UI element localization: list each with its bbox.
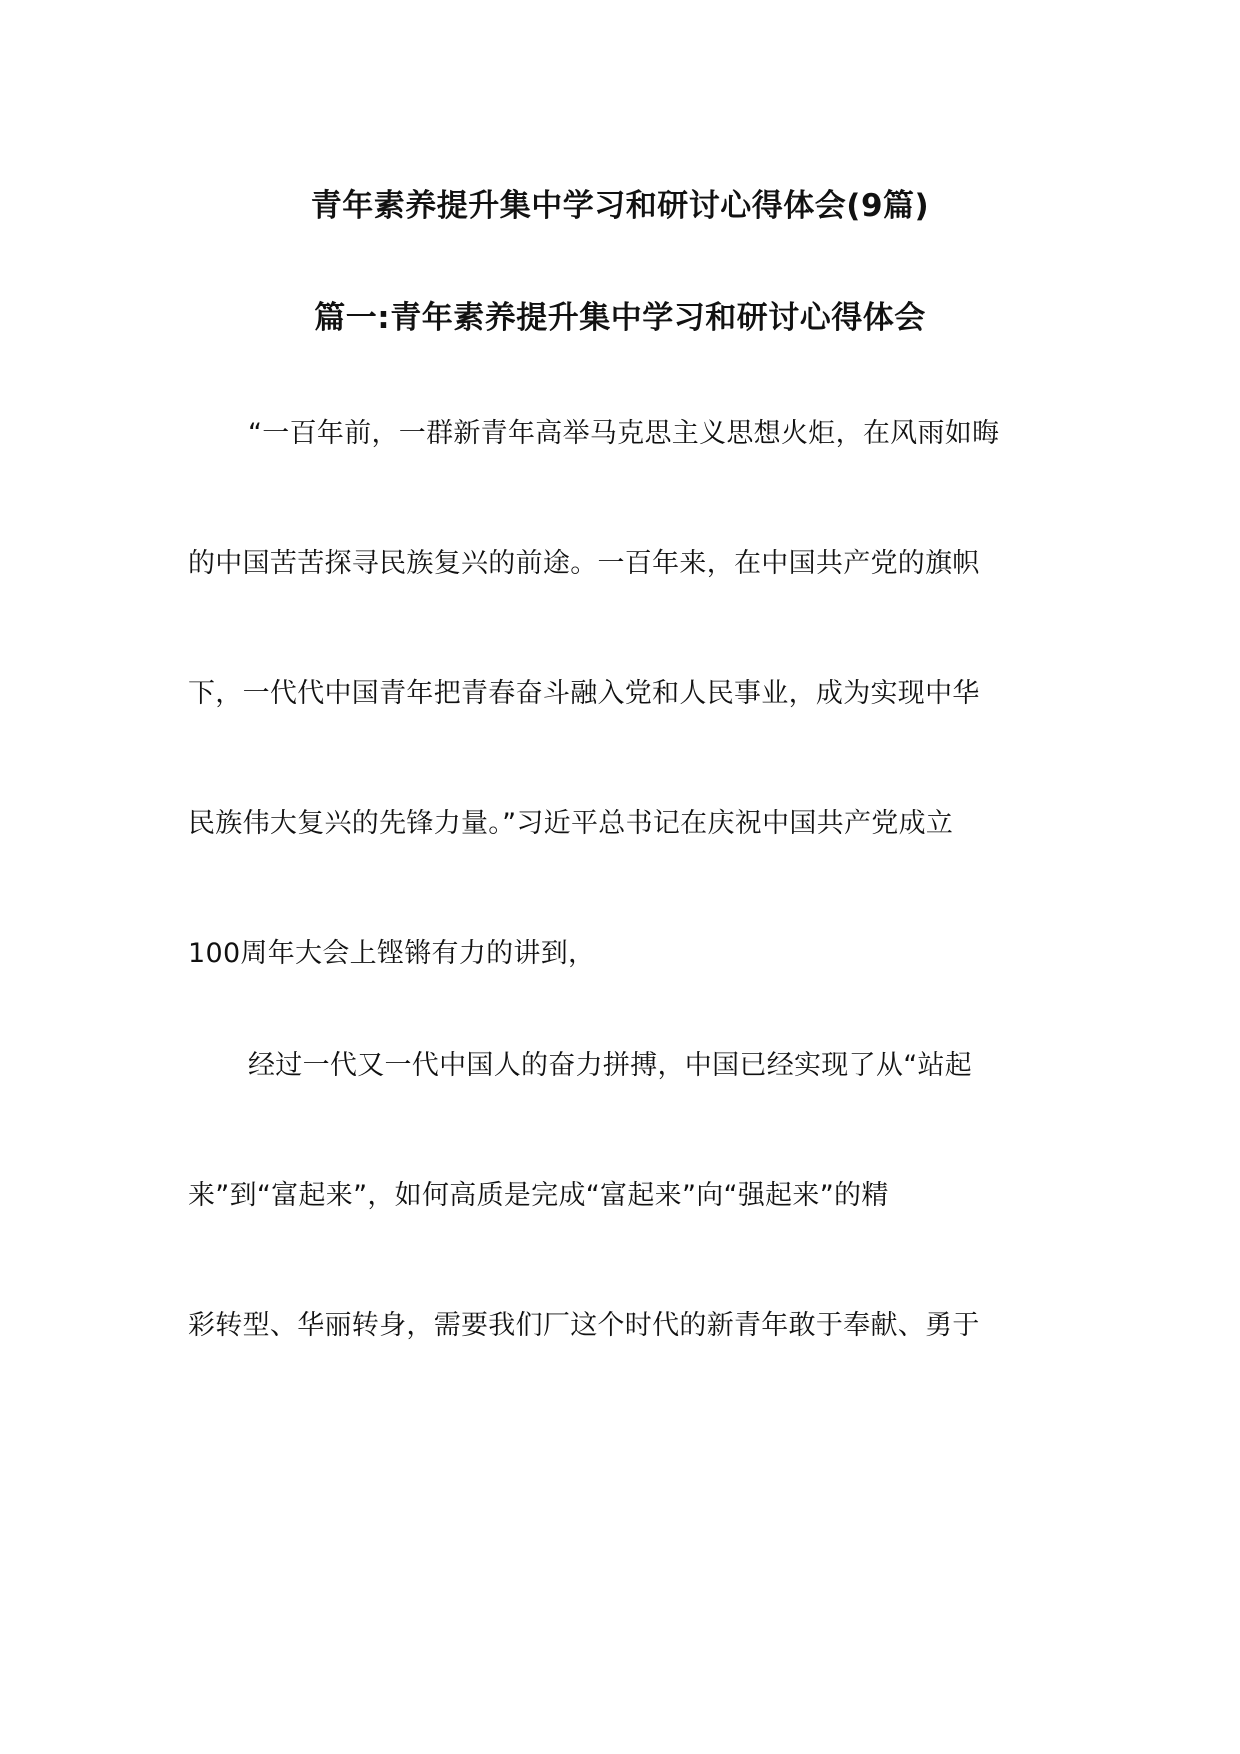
document-title: 青年素养提升集中学习和研讨心得体会(9篇) <box>310 188 930 224</box>
paragraph-line: 的中国苦苦探寻民族复兴的前途。一百年来，在中国共产党的旗帜 <box>188 548 980 579</box>
paragraph-line: 100周年大会上铿锵有力的讲到， <box>188 938 596 969</box>
section-title: 篇一:青年素养提升集中学习和研讨心得体会 <box>314 300 926 336</box>
paragraph-line: “一百年前，一群新青年高举马克思主义思想火炬，在风雨如晦 <box>248 418 1000 449</box>
paragraph-line: 来”到“富起来”，如何高质是完成“富起来”向“强起来”的精 <box>188 1180 889 1211</box>
paragraph-line: 彩转型、华丽转身，需要我们厂这个时代的新青年敢于奉献、勇于 <box>188 1310 980 1341</box>
paragraph-line: 下，一代代中国青年把青春奋斗融入党和人民事业，成为实现中华 <box>188 678 980 709</box>
paragraph-line: 经过一代又一代中国人的奋力拼搏，中国已经实现了从“站起 <box>248 1050 973 1081</box>
paragraph-line: 民族伟大复兴的先锋力量。”习近平总书记在庆祝中国共产党成立 <box>188 808 954 839</box>
